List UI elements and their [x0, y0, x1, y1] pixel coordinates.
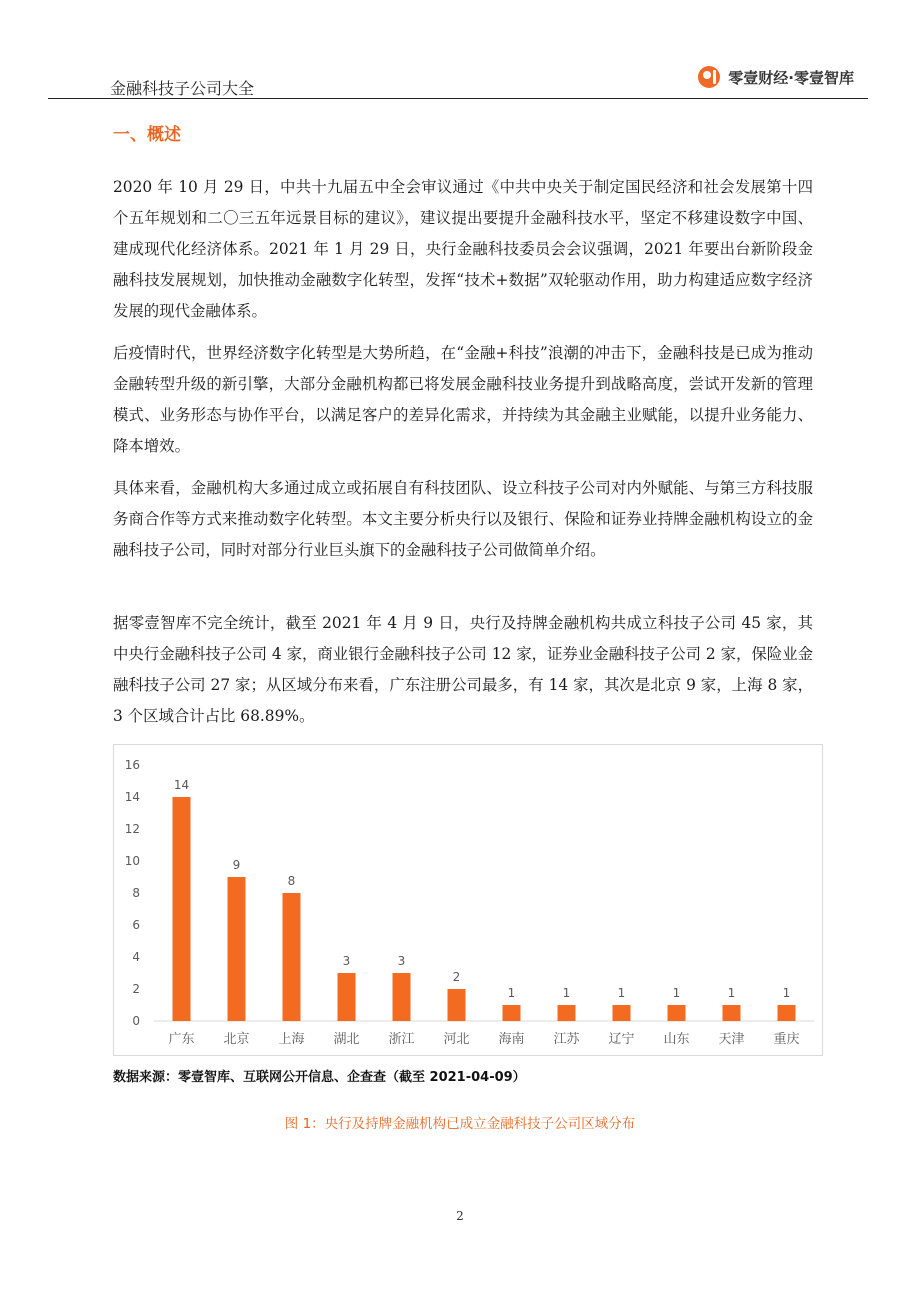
data-label: 1 [617, 986, 626, 1000]
x-tick-label: 上海 [278, 1032, 305, 1047]
y-tick-label: 10 [124, 854, 140, 868]
y-tick-label: 16 [124, 758, 140, 772]
paragraph-4: 据零壹智库不完全统计，截至 2021 年 4 月 9 日，央行及持牌金融机构共成立科技子公司 45 家，其中央行金融科技子公司 4 家，商业银行金融科技子公司 12 家，证券业金融科技子公司 2 家，保险业金融科技子公司 27 家；从区域分布来看，广东注册公司最多，有 14 家，其次是北京 9 家，上海 8 家，3 个区域合计占比 68.89%。 [113, 614, 813, 725]
data-label: 1 [507, 986, 516, 1000]
paragraph-3: 具体来看，金融机构大多通过成立或拓展自有科技团队、设立科技子公司对内外赋能、与第三方科技服务商合作等方式来推动数字化转型。本文主要分析央行以及银行、保险和证券业持牌金融机构设立的金融科技子公司，同时对部分行业巨头旗下的金融科技子公司做简单介绍。 [113, 479, 813, 559]
y-tick-label: 6 [132, 918, 140, 932]
data-source-note: 数据来源：零壹智库、互联网公开信息、企查查（截至 2021-04-09） [113, 1070, 526, 1085]
y-tick-label: 2 [132, 982, 140, 996]
section-heading: 一、概述 [113, 125, 181, 145]
x-tick-label: 海南 [498, 1032, 525, 1047]
bar [393, 973, 411, 1021]
x-tick-label: 北京 [223, 1032, 250, 1047]
document-title: 金融科技子公司大全 [110, 79, 255, 98]
bar [668, 1005, 686, 1021]
x-tick-label: 重庆 [773, 1032, 800, 1047]
page-number: 2 [456, 1209, 464, 1223]
bar-chart [113, 744, 823, 1056]
bar [723, 1005, 741, 1021]
brand-name: 零壹财经·零壹智库 [728, 68, 854, 87]
bar [558, 1005, 576, 1021]
brand [698, 66, 854, 88]
figure-caption: 图 1：央行及持牌金融机构已成立金融科技子公司区域分布 [284, 1116, 636, 1132]
data-label: 3 [342, 954, 351, 968]
data-label: 1 [727, 986, 736, 1000]
brand-logo-icon [698, 66, 720, 88]
data-label: 9 [232, 858, 241, 872]
bar [613, 1005, 631, 1021]
bar [778, 1005, 796, 1021]
x-tick-label: 辽宁 [608, 1032, 635, 1047]
x-tick-label: 山东 [663, 1032, 690, 1047]
x-tick-label: 江苏 [553, 1032, 580, 1047]
y-tick-label: 0 [132, 1014, 140, 1028]
bar [448, 989, 466, 1021]
data-label: 1 [782, 986, 791, 1000]
bar [338, 973, 356, 1021]
data-label: 3 [397, 954, 406, 968]
bar [228, 877, 246, 1021]
y-tick-label: 8 [132, 886, 140, 900]
data-label: 8 [287, 874, 296, 888]
data-label: 1 [562, 986, 571, 1000]
y-tick-label: 14 [124, 790, 140, 804]
y-tick-label: 12 [124, 822, 140, 836]
data-label: 14 [173, 778, 190, 792]
bar [503, 1005, 521, 1021]
page-header [48, 62, 868, 99]
bar-chart-svg [114, 745, 824, 1057]
data-label: 1 [672, 986, 681, 1000]
x-tick-label: 广东 [168, 1032, 195, 1047]
x-tick-label: 浙江 [388, 1032, 415, 1047]
x-tick-label: 湖北 [333, 1032, 360, 1047]
bar [173, 797, 191, 1021]
y-tick-label: 4 [132, 950, 140, 964]
x-tick-label: 河北 [443, 1032, 470, 1047]
paragraph-1: 2020 年 10 月 29 日，中共十九届五中全会审议通过《中共中央关于制定国民经济和社会发展第十四个五年规划和二〇三五年远景目标的建议》，建议提出要提升金融科技水平，坚定不移建设数字中国、建成现代化经济体系。2021 年 1 月 29 日，央行金融科技委员会会议强调，2021 年要出台新阶段金融科技发展规划，加快推动金融数字化转型，发挥“技术+数据”双轮驱动作用，助力构建适应数字经济发展的现代金融体系。 [113, 178, 813, 320]
data-label: 2 [452, 970, 461, 984]
bar [283, 893, 301, 1021]
paragraph-2: 后疫情时代，世界经济数字化转型是大势所趋，在“金融+科技”浪潮的冲击下，金融科技是已成为推动金融转型升级的新引擎，大部分金融机构都已将发展金融科技业务提升到战略高度，尝试开发新的管理模式、业务形态与协作平台，以满足客户的差异化需求，并持续为其金融主业赋能，以提升业务能力、降本增效。 [113, 344, 813, 455]
x-tick-label: 天津 [718, 1032, 745, 1047]
